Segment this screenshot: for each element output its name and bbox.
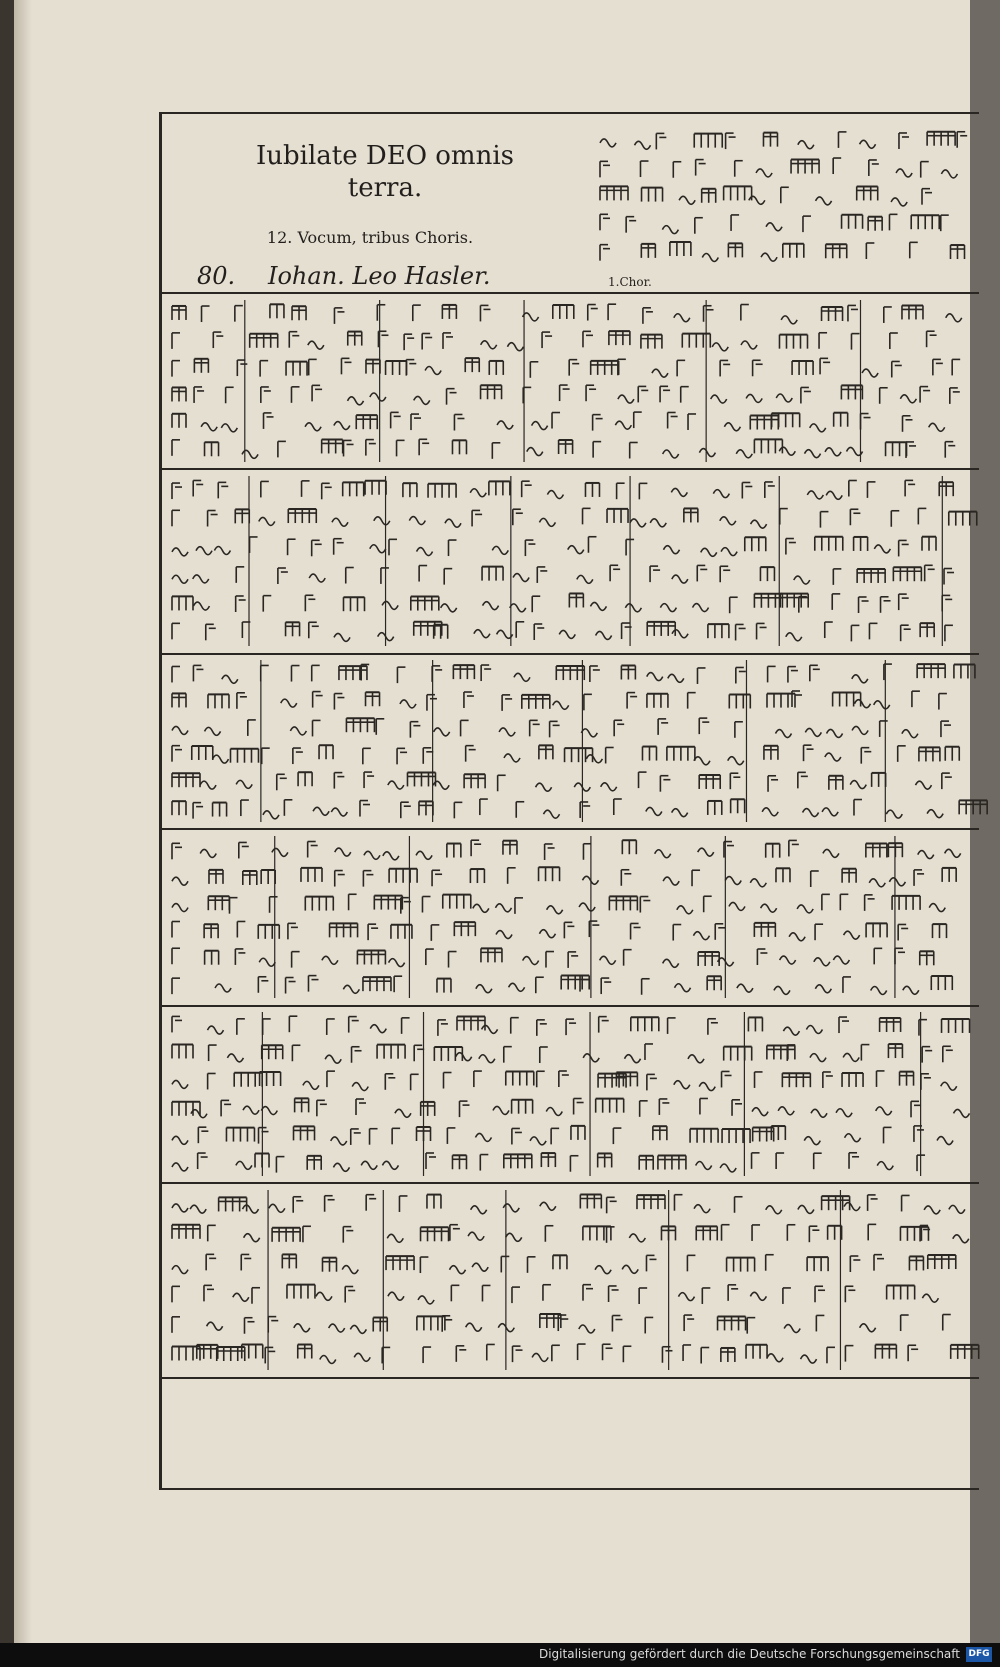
- tablature-glyph-icon: [493, 1106, 509, 1114]
- tablature-glyph-icon: [843, 1053, 859, 1061]
- tablature-glyph-icon: [941, 1082, 957, 1090]
- tablature-glyph-icon: [495, 904, 511, 912]
- tablature-glyph-icon: [547, 491, 563, 499]
- tablature-glyph-icon: [852, 726, 868, 734]
- tablature-glyph-icon: [927, 810, 943, 818]
- tablature-glyph-icon: [492, 546, 508, 554]
- tablature-glyph-icon: [600, 139, 616, 147]
- tablature-glyph-icon: [650, 519, 666, 527]
- tablature-glyph-icon: [514, 673, 530, 681]
- tablature-glyph-icon: [750, 1292, 766, 1300]
- tablature-glyph-icon: [434, 728, 450, 736]
- tablature-glyph-icon: [625, 604, 641, 612]
- tablature-glyph-icon: [798, 1205, 814, 1213]
- tablature-glyph-icon: [370, 1025, 386, 1033]
- tablature-glyph-icon: [172, 548, 188, 556]
- tablature-glyph-icon: [918, 851, 934, 859]
- tablature-glyph-icon: [807, 491, 823, 499]
- tablature-glyph-icon: [701, 548, 717, 556]
- tablature-glyph-icon: [752, 1108, 768, 1116]
- tablature-glyph-icon: [482, 1025, 498, 1033]
- tablature-glyph-icon: [825, 448, 841, 456]
- tablature-glyph-icon: [308, 341, 324, 349]
- tablature-glyph-icon: [688, 1055, 704, 1063]
- tablature-glyph-icon: [783, 1027, 799, 1035]
- tablature-glyph-icon: [389, 959, 405, 967]
- tablature-glyph-icon: [539, 930, 555, 938]
- tablature-glyph-icon: [416, 851, 432, 859]
- tablature-glyph-icon: [193, 575, 209, 583]
- tablature-glyph-icon: [915, 781, 931, 789]
- piece-subtitle: 12. Vocum, tribus Choris.: [266, 228, 474, 247]
- tablature-glyph-icon: [655, 850, 671, 858]
- tablature-glyph-icon: [822, 808, 838, 816]
- tablature-glyph-icon: [844, 1203, 860, 1211]
- tablature-glyph-icon: [354, 1353, 370, 1361]
- tablature-glyph-icon: [196, 547, 212, 555]
- tablature-glyph-icon: [874, 545, 890, 553]
- tablature-glyph-icon: [400, 700, 416, 708]
- tablature-glyph-icon: [774, 986, 790, 994]
- tablature-glyph-icon: [677, 906, 693, 914]
- tablature-glyph-icon: [805, 728, 821, 736]
- tablature-glyph-icon: [523, 313, 539, 321]
- tablature-glyph-icon: [801, 1355, 817, 1363]
- tablature-glyph-icon: [891, 198, 907, 206]
- tablature-glyph-icon: [699, 449, 715, 457]
- tablature-glyph-icon: [663, 450, 679, 458]
- tablature-glyph-icon: [721, 548, 737, 556]
- tablature-glyph-icon: [350, 1325, 366, 1333]
- tablature-glyph-icon: [672, 575, 688, 583]
- tablature-glyph-icon: [756, 169, 772, 177]
- tablature-glyph-icon: [471, 1206, 487, 1214]
- tablature-glyph-icon: [243, 1106, 259, 1114]
- tablature-glyph-icon: [233, 1293, 249, 1301]
- tablature-glyph-icon: [544, 810, 560, 818]
- tablature-glyph-icon: [674, 314, 690, 322]
- tablature-glyph-icon: [825, 753, 841, 761]
- tablature-glyph-icon: [172, 1204, 188, 1212]
- tablature-glyph-icon: [445, 519, 461, 527]
- tablature-glyph-icon: [172, 1136, 188, 1144]
- tablature-glyph-icon: [172, 877, 188, 885]
- tablature-glyph-icon: [509, 983, 525, 991]
- tablature-glyph-icon: [693, 932, 709, 940]
- tablature-glyph-icon: [850, 781, 866, 789]
- tablature-glyph-icon: [836, 1109, 852, 1117]
- tablature-glyph-icon: [746, 394, 762, 402]
- tablature-glyph-icon: [663, 877, 679, 885]
- tablature-glyph-icon: [844, 931, 860, 939]
- tablature-glyph-icon: [497, 630, 513, 638]
- tablature-glyph-icon: [201, 423, 217, 431]
- tablature-glyph-icon: [625, 1055, 641, 1063]
- tablature-glyph-icon: [854, 700, 870, 708]
- tablature-glyph-icon: [761, 253, 777, 261]
- tablature-glyph-icon: [862, 369, 878, 377]
- tablature-glyph-icon: [361, 1161, 377, 1169]
- tablature-glyph-icon: [470, 489, 486, 497]
- tablature-glyph-icon: [263, 811, 279, 819]
- tablature-glyph-icon: [712, 343, 728, 351]
- tablature-glyph-icon: [333, 1163, 349, 1171]
- tablature-glyph-icon: [741, 341, 757, 349]
- tablature-glyph-icon: [679, 196, 695, 204]
- tablature-glyph-icon: [335, 848, 351, 856]
- tablature-glyph-icon: [805, 450, 821, 458]
- tablature-glyph-icon: [409, 517, 425, 525]
- tablature-glyph-icon: [694, 1205, 710, 1213]
- tablature-glyph-icon: [761, 904, 777, 912]
- tablature-glyph-icon: [507, 343, 523, 351]
- tablature-glyph-icon: [806, 1025, 822, 1033]
- tablature-glyph-icon: [476, 985, 492, 993]
- tablature-glyph-icon: [781, 316, 797, 324]
- tablature-glyph-icon: [418, 1296, 434, 1304]
- tablature-glyph-icon: [483, 602, 499, 610]
- tablature-glyph-icon: [729, 902, 745, 910]
- tablature-glyph-icon: [803, 809, 819, 817]
- tablature-glyph-icon: [504, 754, 520, 762]
- tablature-glyph-icon: [475, 1133, 491, 1141]
- tablature-glyph-icon: [261, 1107, 277, 1115]
- tablature-glyph-icon: [331, 1137, 347, 1145]
- tablature-glyph-icon: [698, 848, 714, 856]
- tablature-glyph-icon: [316, 1292, 332, 1300]
- tablature-glyph-icon: [506, 1233, 522, 1241]
- tablature-glyph-icon: [456, 1053, 472, 1061]
- tablature-glyph-icon: [468, 1232, 484, 1240]
- tablature-glyph-icon: [946, 314, 962, 322]
- tablature-glyph-icon: [949, 1205, 965, 1213]
- tablature-glyph-icon: [728, 757, 744, 765]
- tablature-glyph-icon: [200, 849, 216, 857]
- tablature-glyph-icon: [845, 1134, 861, 1142]
- tablature-glyph-icon: [309, 574, 325, 582]
- tablature-glyph-icon: [751, 520, 767, 528]
- tablature-glyph-icon: [322, 956, 338, 964]
- tablature-glyph-icon: [577, 575, 593, 583]
- tablature-glyph-icon: [553, 701, 569, 709]
- tablature-glyph-icon: [481, 341, 497, 349]
- tablature-glyph-icon: [929, 423, 945, 431]
- tablature-glyph-icon: [720, 517, 736, 525]
- tablature-glyph-icon: [388, 1292, 404, 1300]
- tablature-glyph-icon: [798, 141, 814, 149]
- tablature-glyph-icon: [618, 395, 634, 403]
- tablature-glyph-icon: [615, 421, 631, 429]
- tablature-glyph-icon: [425, 367, 441, 375]
- tablature-glyph-icon: [804, 1137, 820, 1145]
- tablature-glyph-icon: [313, 807, 329, 815]
- tablature-glyph-icon: [334, 633, 350, 641]
- tablature-glyph-icon: [387, 1234, 403, 1242]
- tablature-glyph-icon: [833, 956, 849, 964]
- tablature-glyph-icon: [513, 574, 529, 582]
- tablature-glyph-icon: [889, 878, 905, 886]
- tablature-glyph-icon: [622, 1265, 638, 1273]
- tablature-glyph-icon: [334, 422, 350, 430]
- tablature-glyph-icon: [343, 985, 359, 993]
- tablature-glyph-icon: [647, 673, 663, 681]
- tablature-glyph-icon: [496, 931, 512, 939]
- tablature-glyph-icon: [583, 1054, 599, 1062]
- tablature-glyph-icon: [646, 807, 662, 815]
- tablature-glyph-icon: [816, 197, 832, 205]
- tablature-glyph-icon: [243, 1205, 259, 1213]
- tablature-glyph-icon: [450, 1266, 466, 1274]
- tablature-glyph-icon: [303, 1081, 319, 1089]
- tablature-glyph-icon: [869, 879, 885, 887]
- tablature-glyph-icon: [221, 424, 237, 432]
- tablature-glyph-icon: [900, 395, 916, 403]
- tablature-glyph-icon: [789, 933, 805, 941]
- tablature-glyph-icon: [702, 254, 718, 262]
- tablature-glyph-icon: [766, 223, 782, 231]
- tablature-glyph-icon: [922, 1294, 938, 1302]
- tablature-glyph-icon: [874, 701, 890, 709]
- tablature-glyph-icon: [205, 727, 221, 735]
- tablature-glyph-icon: [601, 783, 617, 791]
- tablature-glyph-icon: [794, 576, 810, 584]
- tablature-glyph-icon: [767, 1354, 783, 1362]
- tablature-glyph-icon: [953, 1235, 969, 1243]
- tablature-glyph-icon: [172, 1266, 188, 1274]
- tablature-glyph-icon: [499, 728, 515, 736]
- tablature-glyph-icon: [629, 1234, 645, 1242]
- tablature-glyph-icon: [903, 986, 919, 994]
- tablature-glyph-icon: [696, 1161, 712, 1169]
- tablature-glyph-icon: [172, 904, 188, 912]
- tablature-glyph-icon: [244, 1234, 260, 1242]
- tablature-glyph-icon: [954, 1109, 970, 1117]
- tablature-glyph-icon: [236, 780, 252, 788]
- tablature-glyph-icon: [305, 423, 321, 431]
- tablature-glyph-icon: [860, 1324, 876, 1332]
- tablature-glyph-icon: [662, 226, 678, 234]
- tablature-glyph-icon: [871, 986, 887, 994]
- tablature-glyph-icon: [814, 958, 830, 966]
- tablature-glyph-icon: [595, 1266, 611, 1274]
- tablature-glyph-icon: [190, 1205, 206, 1213]
- tablature-glyph-icon: [568, 546, 584, 554]
- tablature-glyph-icon: [320, 1356, 336, 1364]
- tablature-glyph-icon: [827, 729, 843, 737]
- tablature-glyph-icon: [530, 1137, 546, 1145]
- tablature-glyph-icon: [473, 904, 489, 912]
- tablature-glyph-icon: [395, 1109, 411, 1117]
- tablature-glyph-icon: [586, 755, 602, 763]
- tablature-glyph-icon: [945, 849, 961, 857]
- tablature-glyph-icon: [826, 491, 842, 499]
- tablature-glyph-icon: [325, 1055, 341, 1063]
- tablature-glyph-icon: [786, 633, 802, 641]
- tablature-glyph-icon: [876, 1107, 892, 1115]
- tablature-glyph-icon: [172, 1080, 188, 1088]
- tablature-glyph-icon: [193, 602, 209, 610]
- tablature-glyph-icon: [664, 546, 680, 554]
- tablature-glyph-icon: [579, 903, 595, 911]
- tablature-glyph-icon: [852, 675, 868, 683]
- tablature-glyph-icon: [668, 674, 684, 682]
- tablature-glyph-icon: [581, 729, 597, 737]
- tablature-glyph-icon: [762, 808, 778, 816]
- tablature-glyph-icon: [479, 1055, 495, 1063]
- tablature-glyph-icon: [172, 575, 188, 583]
- tablature-glyph-icon: [547, 906, 563, 914]
- tablature-glyph-icon: [635, 141, 651, 149]
- tablature-glyph-icon: [414, 396, 430, 404]
- tablature-glyph-icon: [736, 450, 752, 458]
- tablature-glyph-icon: [660, 604, 676, 612]
- tablature-glyph-icon: [720, 1164, 736, 1172]
- tablature-glyph-icon: [937, 1137, 953, 1145]
- tablature-glyph-icon: [172, 726, 188, 734]
- tablature-glyph-icon: [382, 601, 398, 609]
- tablature-glyph-icon: [902, 730, 918, 738]
- tablature-glyph-icon: [207, 1026, 223, 1034]
- tablature-glyph-icon: [750, 879, 766, 887]
- tablature-glyph-icon: [332, 518, 348, 526]
- tablature-glyph-icon: [725, 877, 741, 885]
- tablature-glyph-icon: [474, 630, 490, 638]
- tablature-glyph-icon: [596, 631, 612, 639]
- tablature-glyph-icon: [784, 1325, 800, 1333]
- footer-bar: [0, 1643, 1000, 1667]
- tablature-glyph-icon: [811, 1109, 827, 1117]
- tablature-glyph-icon: [212, 755, 228, 763]
- tablature-glyph-icon: [215, 984, 231, 992]
- tablature-glyph-icon: [810, 424, 826, 432]
- tablature-glyph-icon: [329, 1324, 345, 1332]
- tablature-glyph-icon: [797, 905, 813, 913]
- tablature-glyph-icon: [281, 699, 297, 707]
- tablature-glyph-icon: [290, 727, 306, 735]
- tablature-glyph-icon: [896, 169, 912, 177]
- tablature-glyph-icon: [672, 809, 688, 817]
- tablature-glyph-icon: [342, 1266, 358, 1274]
- tablature-glyph-icon: [382, 1161, 398, 1169]
- tablature-glyph-icon: [523, 957, 539, 965]
- tablature-glyph-icon: [546, 1107, 562, 1115]
- tablature-glyph-icon: [559, 630, 575, 638]
- tablature-glyph-icon: [678, 1293, 694, 1301]
- tablature-glyph-icon: [600, 956, 616, 964]
- tablature-glyph-icon: [236, 1161, 252, 1169]
- tablature-glyph-icon: [860, 140, 876, 148]
- tablature-glyph-icon: [441, 604, 457, 612]
- tablature-glyph-icon: [294, 1324, 310, 1332]
- tablature-glyph-icon: [737, 984, 753, 992]
- tablature-glyph-icon: [693, 604, 709, 612]
- tablature-glyph-icon: [671, 488, 687, 496]
- tablature-glyph-icon: [374, 517, 390, 525]
- tablature-glyph-icon: [200, 781, 216, 789]
- tablature-glyph-icon: [766, 1206, 782, 1214]
- tablature-glyph-icon: [778, 1107, 794, 1115]
- tablature-glyph-icon: [724, 423, 740, 431]
- tablature-glyph-icon: [532, 1353, 548, 1361]
- tablature-glyph-icon: [532, 422, 548, 430]
- tablature-glyph-icon: [823, 849, 839, 857]
- tablature-glyph-icon: [370, 393, 386, 401]
- tablature-glyph-icon: [815, 985, 831, 993]
- tablature-glyph-icon: [364, 851, 380, 859]
- tablature-glyph-icon: [776, 394, 792, 402]
- tablature-glyph-icon: [348, 397, 364, 405]
- tablature-glyph-icon: [540, 1202, 556, 1210]
- tablature-glyph-icon: [579, 1325, 595, 1333]
- footer-credit: Digitalisierung gefördert durch die Deutsche Forschungsgemeinschaft: [538, 1647, 960, 1661]
- tablature-glyph-icon: [694, 757, 710, 765]
- tablature-glyph-icon: [929, 904, 945, 912]
- tablature-glyph-icon: [497, 421, 513, 429]
- tablature-glyph-icon: [539, 518, 555, 526]
- tablature-glyph-icon: [466, 1323, 482, 1331]
- tablature-glyph-icon: [674, 1081, 690, 1089]
- tablature-glyph-icon: [383, 852, 399, 860]
- tablature-glyph-icon: [331, 808, 347, 816]
- tablature-glyph-icon: [417, 548, 433, 556]
- tablature-glyph-icon: [877, 1162, 893, 1170]
- tablature-glyph-icon: [775, 730, 791, 738]
- composer-name: Iohan. Leo Hasler.: [268, 262, 491, 290]
- dfg-logo-icon: DFG: [966, 1647, 992, 1662]
- tablature-glyph-icon: [259, 958, 275, 966]
- tablature-glyph-icon: [699, 1083, 715, 1091]
- tablature-glyph-icon: [713, 490, 729, 498]
- chor-label: 1.Chor.: [608, 275, 652, 289]
- tablature-glyph-icon: [663, 959, 679, 967]
- tablature-glyph-icon: [711, 395, 727, 403]
- piece-number: 80.: [197, 262, 236, 290]
- tablature-glyph-icon: [780, 956, 796, 964]
- tablature-glyph-icon: [214, 547, 230, 555]
- tablature-glyph-icon: [630, 519, 646, 527]
- tablature-glyph-icon: [227, 1054, 243, 1062]
- tablature-glyph-icon: [370, 545, 386, 553]
- tablature-glyph-icon: [472, 1263, 488, 1271]
- tablature-glyph-icon: [810, 1054, 826, 1062]
- tablature-glyph-icon: [269, 1204, 285, 1212]
- tablature-glyph-icon: [924, 1206, 940, 1214]
- tablature-glyph-icon: [941, 170, 957, 178]
- tablature-glyph-icon: [675, 984, 691, 992]
- tablature-glyph-icon: [527, 448, 543, 456]
- tablature-glyph-icon: [259, 517, 275, 525]
- tablature-glyph-icon: [222, 675, 238, 683]
- tablature-glyph-icon: [652, 369, 668, 377]
- tablature-glyph-icon: [172, 1163, 188, 1171]
- tablature-glyph-icon: [352, 1083, 368, 1091]
- piece-title: Iubilate DEO omnis terra.: [255, 141, 514, 203]
- tablature-glyph-icon: [886, 810, 902, 818]
- tablature-glyph-icon: [207, 1322, 223, 1330]
- tablature-glyph-icon: [510, 604, 526, 612]
- tablature-glyph-icon: [590, 602, 606, 610]
- tablature-glyph-icon: [536, 783, 552, 791]
- tablature-glyph-icon: [388, 781, 404, 789]
